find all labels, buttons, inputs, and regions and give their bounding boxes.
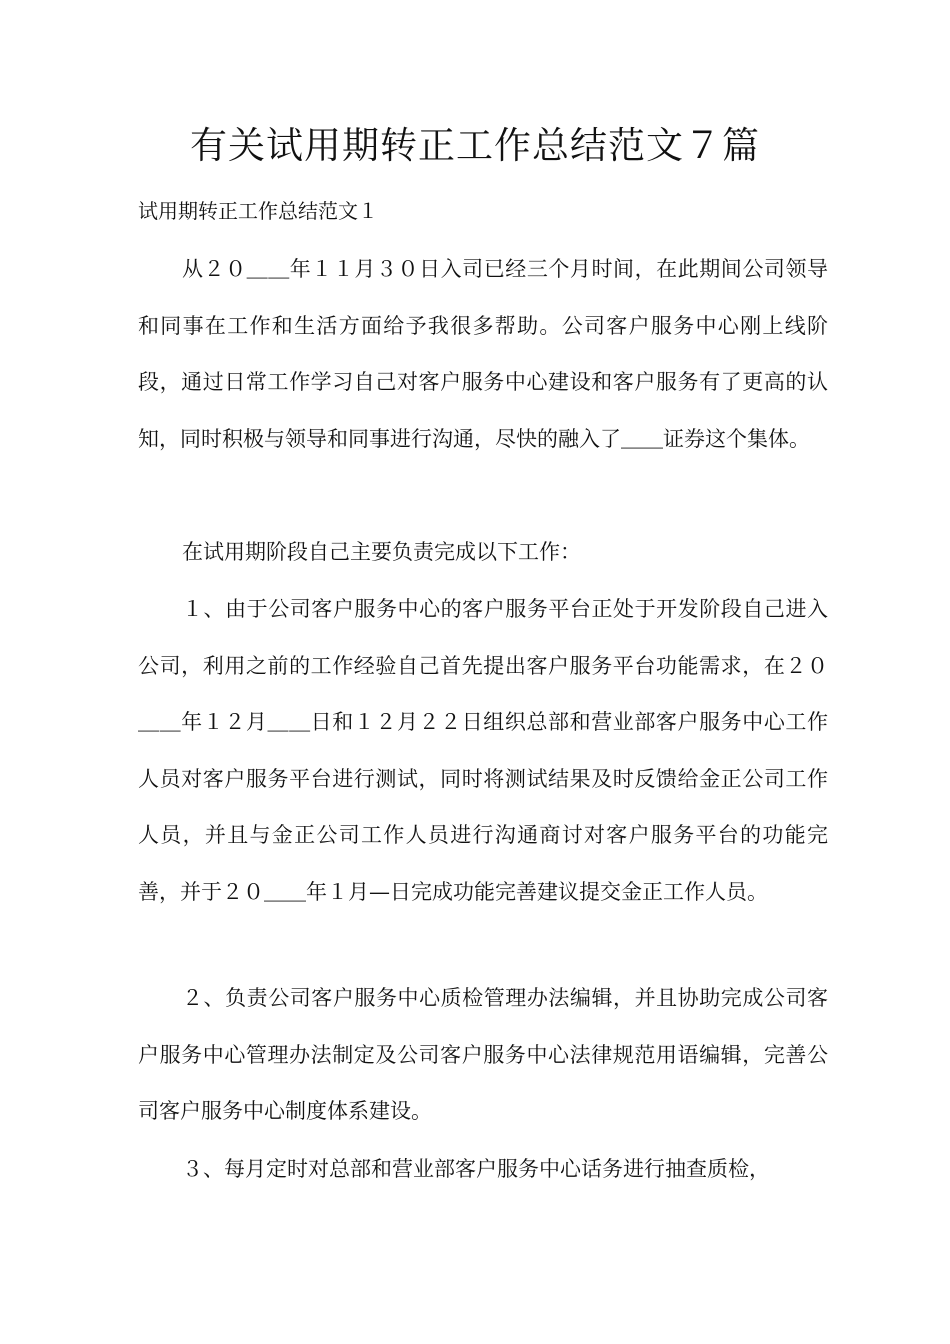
- paragraph: 在试用期阶段自己主要负责完成以下工作：: [182, 540, 581, 564]
- paragraph: 从２０＿＿年１１月３０日入司已经三个月时间，在此期间公司领导和同事在工作和生活方面给予我很多帮助。公司客户服务中心刚上线阶段，通过日常工作学习自己对客户服务中心建设和客户服务有了更高的认知，同时积极与领导和同事进行沟通，尽快的融入了＿＿证券这个集体。: [138, 257, 828, 451]
- paragraph: １、由于公司客户服务中心的客户服务平台正处于开发阶段自己进入公司，利用之前的工作经验自己首先提出客户服务平台功能需求，在２０＿＿年１２月＿＿日和１２月２２日组织总部和营业部客户服务中心工作人员对客户服务平台进行测试，同时将测试结果及时反馈给金正公司工作人员，并且与金正公司工作人员进行沟通商讨对客户服务平台的功能完善，并于２０＿＿年１月—日完成功能完善建议提交金正工作人员。: [138, 597, 828, 904]
- document-title: 有关试用期转正工作总结范文７篇: [190, 124, 760, 167]
- paragraph: ２、负责公司客户服务中心质检管理办法编辑，并且协助完成公司客户服务中心管理办法制定及公司客户服务中心法律规范用语编辑，完善公司客户服务中心制度体系建设。: [138, 986, 828, 1123]
- section-heading: 试用期转正工作总结范文１: [138, 199, 378, 223]
- paragraph: ３、每月定时对总部和营业部客户服务中心话务进行抽查质检，: [182, 1157, 770, 1181]
